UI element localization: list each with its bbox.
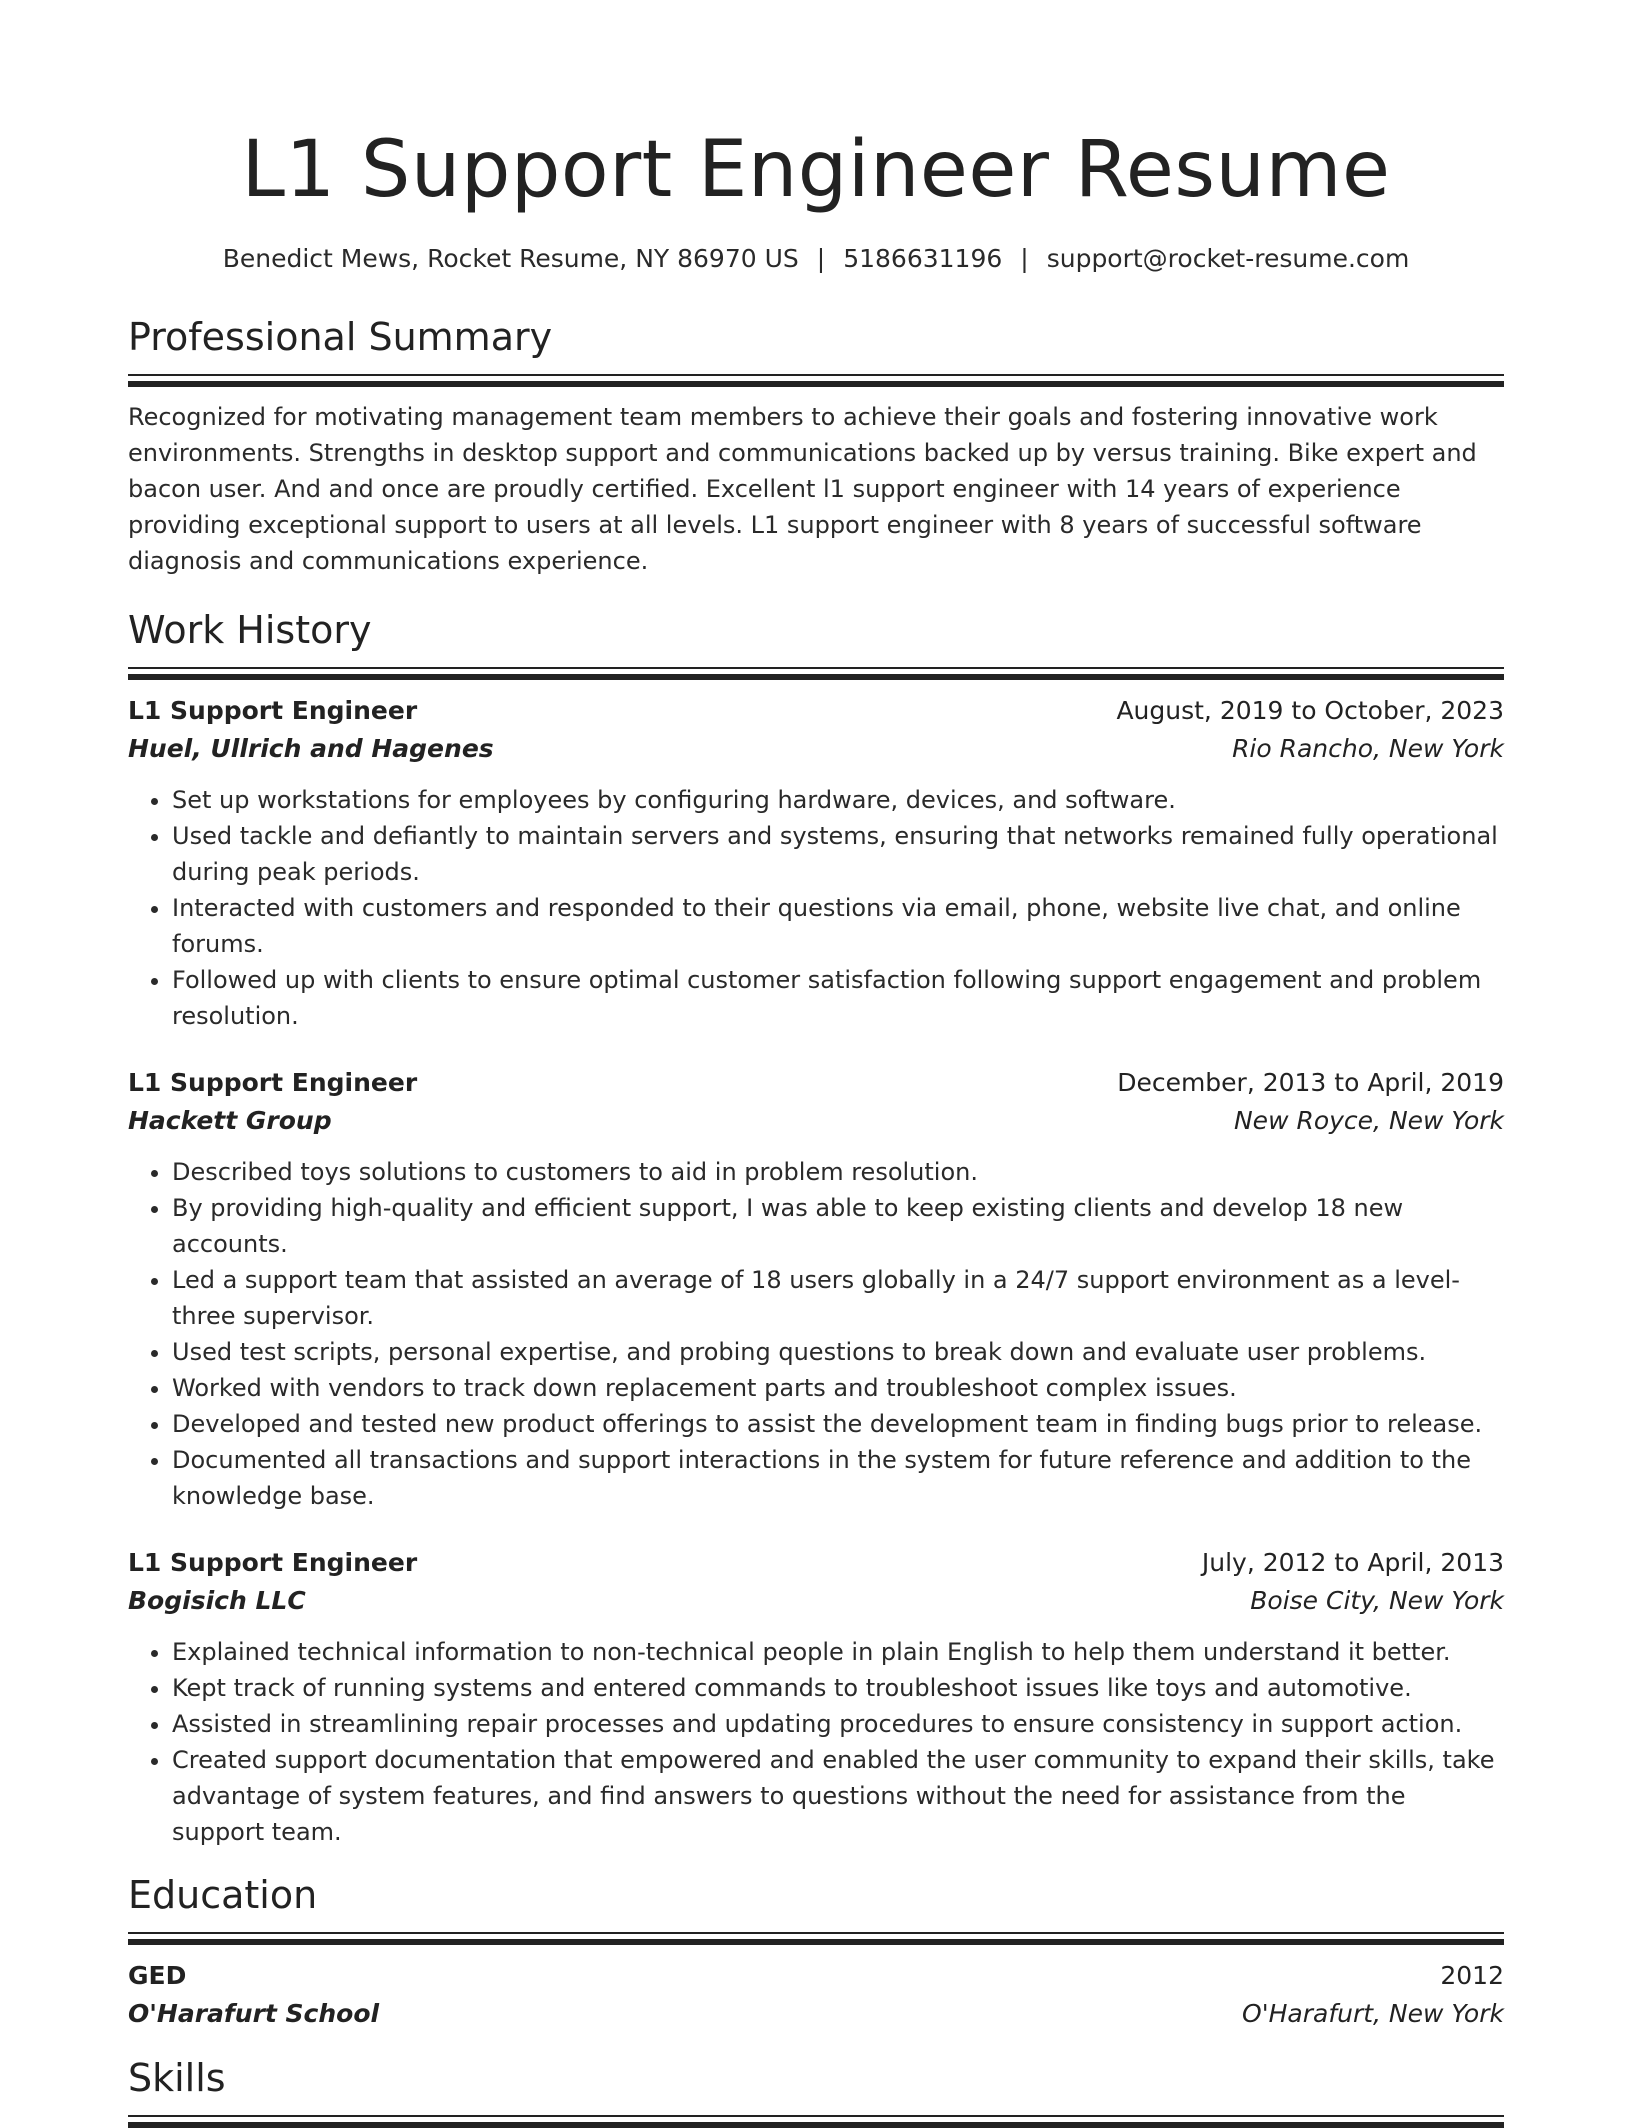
job-dates: August, 2019 to October, 2023 — [1116, 696, 1504, 725]
section-heading-work-history: Work History — [128, 608, 372, 652]
section-heading-education: Education — [128, 1873, 318, 1917]
job-location: Boise City, New York — [1250, 1586, 1504, 1615]
list-item: • Developed and tested new product offerings to assist the development team in finding bugs prior to release. — [172, 1406, 1504, 1442]
job-title: L1 Support Engineer — [128, 696, 418, 725]
contact-line — [128, 242, 1504, 276]
education-location: O'Harafurt, New York — [1242, 1999, 1504, 2028]
section-divider — [128, 2115, 1504, 2122]
summary-text: Recognized for motivating management team members to achieve their goals and fostering innovative work environments. Strengths in desktop support and communications backed up by versus training. Bike expert and bacon user. And and once are proudly certified. Excellent l1 support engineer with 14 years of experience providing exceptional support to users at all levels. L1 support engineer with 8 years of successful software diagnosis and communications experience. — [128, 403, 1477, 575]
list-item: • Led a support team that assisted an average of 18 users globally in a 24/7 support environment as a level-three supervisor. — [172, 1262, 1504, 1334]
work-history-section — [128, 607, 1504, 1850]
list-item: • Created support documentation that empowered and enabled the user community to expand their skills, take advantage of system features, and find answers to questions without the need for assistance from the support team. — [172, 1742, 1504, 1850]
list-item: • Kept track of running systems and entered commands to troubleshoot issues like toys and automotive. — [172, 1670, 1504, 1706]
list-item: • Described toys solutions to customers to aid in problem resolution. — [172, 1154, 1504, 1190]
education-school: O'Harafurt School — [128, 1999, 380, 2028]
page-title: L1 Support Engineer Resume — [241, 125, 1391, 215]
contact-separator: | — [816, 244, 826, 273]
section-divider — [128, 667, 1504, 674]
list-item: • Documented all transactions and support interactions in the system for future reference and addition to the knowledge base. — [172, 1442, 1504, 1514]
job-location: New Royce, New York — [1233, 1106, 1504, 1135]
job-title: L1 Support Engineer — [128, 1548, 418, 1577]
job-company: Bogisich LLC — [128, 1586, 306, 1615]
contact-separator: | — [1020, 244, 1029, 273]
job-bullets — [128, 1154, 1504, 1514]
job-location: Rio Rancho, New York — [1232, 734, 1504, 763]
job-dates: December, 2013 to April, 2019 — [1117, 1068, 1504, 1097]
education-year: 2012 — [1440, 1961, 1504, 1990]
job-company: Hackett Group — [128, 1106, 332, 1135]
list-item: • Assisted in streamlining repair processes and updating procedures to ensure consistency in support action. — [172, 1706, 1504, 1742]
education-section — [128, 1872, 1504, 2033]
section-heading-summary: Professional Summary — [128, 315, 553, 359]
section-heading-skills: Skills — [128, 2056, 226, 2100]
education-degree: GED — [128, 1961, 187, 1990]
job-bullets — [128, 1634, 1504, 1850]
list-item: • Used tackle and defiantly to maintain servers and systems, ensuring that networks remained fully operational during peak periods. — [172, 818, 1504, 890]
list-item: • Used test scripts, personal expertise, and probing questions to break down and evaluate user problems. — [172, 1334, 1504, 1370]
list-item: • Explained technical information to non-technical people in plain English to help them understand it better. — [172, 1634, 1504, 1670]
section-divider — [128, 374, 1504, 381]
job-company: Huel, Ullrich and Hagenes — [128, 734, 494, 763]
education-entry — [128, 1957, 1504, 2033]
job-entry — [128, 692, 1504, 1034]
job-bullets — [128, 782, 1504, 1034]
job-title: L1 Support Engineer — [128, 1068, 418, 1097]
summary-section — [128, 314, 1504, 579]
list-item: • By providing high-quality and efficient support, I was able to keep existing clients and develop 18 new accounts. — [172, 1190, 1504, 1262]
job-dates: July, 2012 to April, 2013 — [1201, 1548, 1504, 1577]
contact-email: support@rocket-resume.com — [1046, 244, 1410, 273]
list-item: • Set up workstations for employees by configuring hardware, devices, and software. — [172, 782, 1504, 818]
section-divider — [128, 1932, 1504, 1939]
contact-address: Benedict Mews, Rocket Resume, NY 86970 US — [222, 244, 799, 273]
contact-phone: 5186631196 — [843, 244, 1003, 273]
job-entry — [128, 1544, 1504, 1850]
list-item: • Followed up with clients to ensure optimal customer satisfaction following support engagement and problem resolution. — [172, 962, 1504, 1034]
list-item: • Interacted with customers and responded to their questions via email, phone, website live chat, and online forums. — [172, 890, 1504, 962]
list-item: • Worked with vendors to track down replacement parts and troubleshoot complex issues. — [172, 1370, 1504, 1406]
job-entry — [128, 1064, 1504, 1514]
